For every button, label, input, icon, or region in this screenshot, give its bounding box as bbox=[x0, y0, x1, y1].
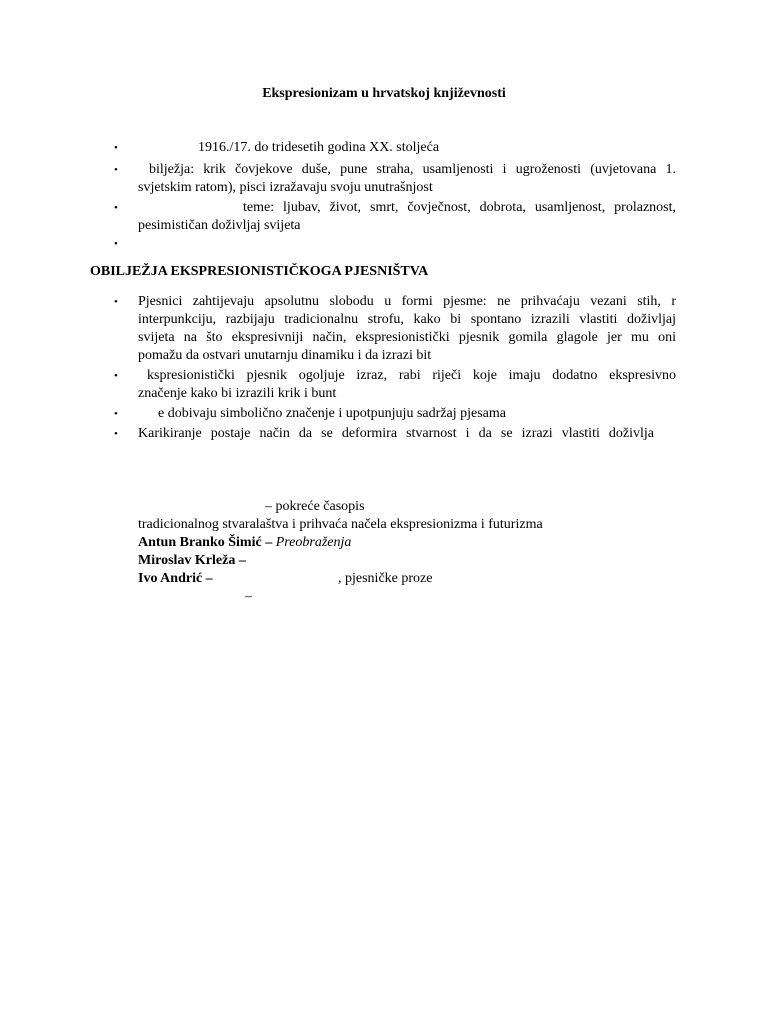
bullet-marker: • bbox=[114, 202, 118, 214]
bullet-marker: • bbox=[114, 164, 118, 176]
bullet-marker: • bbox=[114, 296, 118, 308]
list-item: Karikiranje postaje način da se deformira stvarnost i da se izrazi vlastiti doživlja bbox=[138, 426, 654, 441]
list-item-continuation: značenje kako bi izrazili krik i bunt bbox=[138, 386, 337, 401]
list-item: e dobivaju simbolično značenje i upotpunjuju sadržaj pjesama bbox=[158, 406, 506, 421]
list-item-continuation: svijeta na što ekspresivniji način, ekspresionistički pjesnik gomila glagole jer mu oni bbox=[138, 330, 676, 345]
trailing-dash: – bbox=[245, 589, 252, 604]
section-heading: OBILJEŽJA EKSPRESIONISTIČKOGA PJESNIŠTVA bbox=[90, 264, 429, 279]
list-item-continuation: interpunkciju, razbijaju tradicionalnu strofu, kako bi spontano izrazili vlastiti doživljaj bbox=[138, 312, 676, 327]
list-item: bilježja: krik čovjekove duše, pune straha, usamljenosti i ugroženosti (uvjetovana 1. bbox=[149, 162, 676, 177]
bullet-marker: • bbox=[114, 408, 118, 420]
bullet-marker: • bbox=[114, 142, 118, 154]
bullet-marker: • bbox=[114, 238, 118, 250]
list-item: Pjesnici zahtijevaju apsolutnu slobodu u formi pjesme: ne prihvaćaju vezani stih, r bbox=[138, 294, 676, 309]
journal-line: – pokreće časopis bbox=[265, 499, 365, 514]
list-item: kspresionistički pjesnik ogoljuje izraz, rabi riječi koje imaju dodatno ekspresivno bbox=[147, 368, 676, 383]
list-item: 1916./17. do tridesetih godina XX. stoljeća bbox=[198, 140, 440, 155]
author-work-note: , pjesničke proze bbox=[338, 571, 433, 586]
bullet-marker: • bbox=[114, 370, 118, 382]
bullet-marker: • bbox=[114, 428, 118, 440]
author-entry-andric: Ivo Andrić – bbox=[138, 571, 213, 586]
tradition-line: tradicionalnog stvaralaštva i prihvaća načela ekspresionizma i futurizma bbox=[138, 517, 543, 532]
author-name: Antun Branko Šimić – bbox=[138, 535, 273, 550]
list-item-continuation: pesimističan doživljaj svijeta bbox=[138, 218, 301, 233]
list-item-continuation: pomažu da ostvari unutarnju dinamiku i da izrazi bit bbox=[138, 348, 432, 363]
author-work: Preobraženja bbox=[275, 535, 352, 550]
list-item-continuation: svjetskim ratom), pisci izražavaju svoju unutrašnjost bbox=[138, 180, 433, 195]
list-item: teme: ljubav, život, smrt, čovječnost, dobrota, usamljenost, prolaznost, bbox=[243, 200, 676, 215]
document-title: Ekspresionizam u hrvatskoj književnosti bbox=[262, 86, 506, 101]
author-entry-krleza: Miroslav Krleža – bbox=[138, 553, 246, 568]
author-entry-simic bbox=[138, 534, 351, 552]
